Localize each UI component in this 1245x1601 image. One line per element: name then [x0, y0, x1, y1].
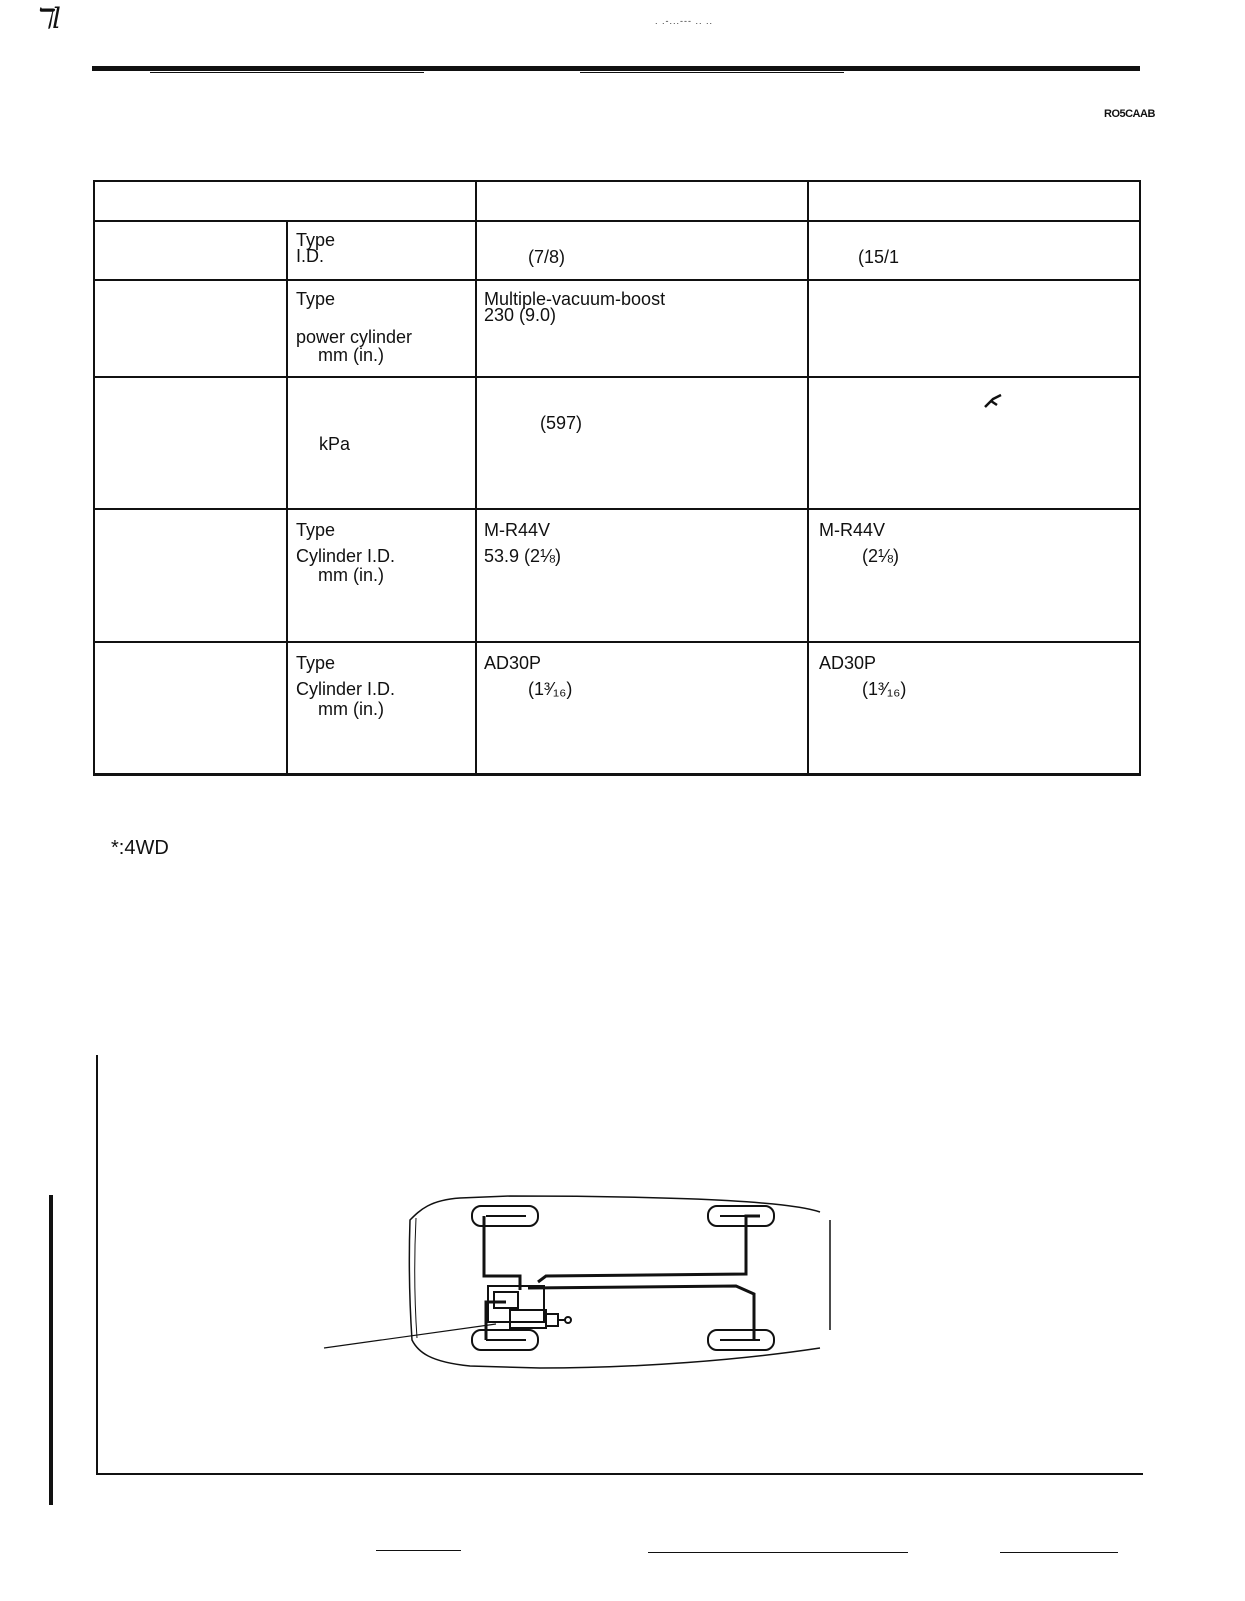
footer-rule-right [1000, 1552, 1118, 1553]
footer-rule-center [648, 1552, 908, 1553]
row5-col2-diameter: (1³⁄₁₆) [862, 679, 907, 699]
wheel-rear-left [708, 1206, 774, 1226]
row3-col1-value: (597) [540, 413, 583, 433]
row1-label-id: I.D. [296, 246, 325, 266]
row2-label-units: mm (in.) [318, 345, 384, 365]
row2-col1-type: Multiple-vacuum-boost [484, 289, 666, 309]
header-subrule-left [150, 72, 424, 73]
header-subrule-right [580, 72, 844, 73]
change-bar [49, 1195, 53, 1505]
row2-col1-diameter: 230 (9.0) [484, 305, 557, 325]
document-code: RO5CAAB [1104, 108, 1155, 120]
row3-label-kpa: kPa [319, 434, 351, 454]
row1-label-type: Type [296, 230, 336, 250]
row4-col1-diameter: 53.9 (2⅛) [484, 546, 562, 566]
wheel-front-right [472, 1330, 538, 1350]
wheel-front-left [472, 1206, 538, 1226]
row4-label-cylinder-id: Cylinder I.D. [296, 546, 396, 566]
row2-label-power-cylinder: power cylinder [296, 327, 413, 347]
row5-col1-diameter: (1³⁄₁₆) [528, 679, 573, 699]
row5-label-type: Type [296, 653, 336, 673]
row3-col2-mark [983, 393, 1005, 411]
row5-label-cylinder-id: Cylinder I.D. [296, 679, 396, 699]
row4-label-type: Type [296, 520, 336, 540]
row5-col2-type: AD30P [819, 653, 877, 673]
row4-col1-type: M-R44V [484, 520, 551, 540]
row1-col1-value: (7/8) [528, 247, 566, 267]
master-cylinder [488, 1286, 571, 1328]
brake-line-diagram [310, 1190, 850, 1380]
row4-col2-diameter: (2⅛) [862, 546, 900, 566]
header-scribble: . .-...--- .. .. [655, 16, 713, 26]
row2-label-type: Type [296, 289, 336, 309]
wheel-rear-right [708, 1330, 774, 1350]
row4-label-units: mm (in.) [318, 565, 384, 585]
page-corner-mark: ℸl [34, 2, 62, 35]
footer-rule-left [376, 1550, 461, 1551]
header-rule [92, 66, 1140, 71]
row1-col2-value: (15/1 [858, 247, 900, 267]
row5-label-units: mm (in.) [318, 699, 384, 719]
row4-col2-type: M-R44V [819, 520, 886, 540]
footnote-4wd: *:4WD [111, 837, 169, 859]
row5-col1-type: AD30P [484, 653, 542, 673]
